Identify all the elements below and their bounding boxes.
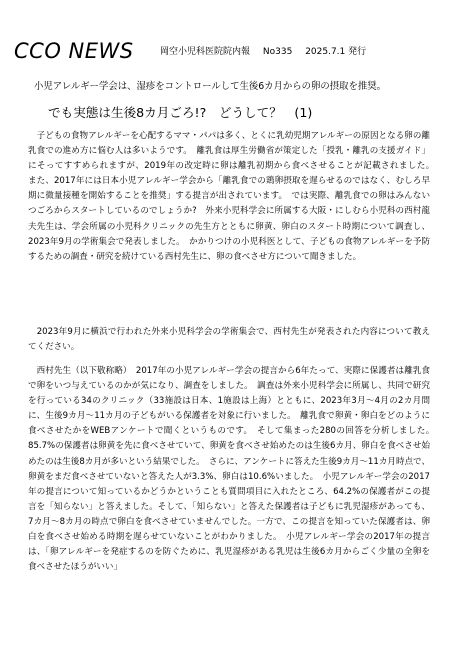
newsletter-logo: CCO NEWS: [14, 39, 134, 63]
masthead-info: [160, 45, 376, 59]
paragraph-answer: 西村先生（以下敬称略） 2017年の小児アレルギー学会の提言から6年たって、実際に保護者は離乳食で卵をいつ与えているのかが気になり、調査をしました。 調査は外来小児科学会に所属し、共同で研究を行っている34のクリニック（33施設は日本、1施設は上海）とともに、2023年3月～4月の2カ月間に、生後9カ月～11カ月の子どもがいる保護者を対象に行いました。 離乳食で卵黄・卵白をどのように食べさせたかをWEBアンケートで聞くというものです。 そして集まった280の回答を分析しました。 85.7%の保護者は卵黄を先に食べさせていて、卵黄を食べさせ始めたのは生後6カ月、卵白を食べさせ始めたのは生後8カ月が多いという結果でした。 さらに、アンケートに答えた生後9カ月～11カ月時点で、卵黄をまだ食べさせていないと答えた人が3.3%、卵白は10.6%いました。 小児アレルギー学会の2017年の提言について知っているかどうかということも質問項目に入れたところ、64.2%の保護者がこの提言を「知らない」と答えました。そして、「知らない」と答えた保護者は子どもに乳児湿疹があっても、7カ月～8カ月の時点で卵白を食べさせていませんでした。一方で、この提言を知っていた保護者は、卵白を食べさせ始める時期を遅らせていないことがわかりました。 小児アレルギー学会の2017年の提言は、「卵アレルギーを発症するのを防ぐために、乳児湿疹がある乳児は生後6カ月からごく少量の全卵を食べさせたほうがいい」: [28, 366, 439, 573]
masthead: [14, 38, 446, 68]
article-question: [28, 325, 430, 355]
article-answer: [28, 364, 439, 575]
article-body: [28, 129, 439, 265]
lead-line: 小児アレルギー学会は、湿疹をコントロールして生後6カ月からの卵の摂取を推奨。: [34, 81, 387, 92]
publisher-name: 岡空小児科医院院内報: [160, 47, 251, 57]
article-headline: でも実態は生後8カ月ごろ!? どうして？ (1): [48, 105, 313, 120]
issue-date: 2025.7.1 発行: [305, 47, 367, 57]
issue-number: No335: [262, 47, 293, 57]
paragraph-question: 2023年9月に横浜で行われた外来小児科学会の学術集会で、西村先生が発表された内容について教えてください。: [28, 327, 430, 353]
paragraph-intro: 子どもの食物アレルギーを心配するママ・パパは多く、とくに乳幼児期アレルギーの原因となる卵の離乳食での進め方に悩む人は多いようです。 離乳食は厚生労働省が策定した「授乳・離乳の支援ガイド」にそってすすめられますが、2019年の改定時に卵は離乳初期から食べさせることが記載されました。 また、2017年には日本小児アレルギー学会から「離乳食での鶏卵摂取を遅らせるのではなく、むしろ早期に微量接種を開始することを推奨」する提言が出されています。 では実際、離乳食での卵はみんないつごろからスタートしているのでしょうか? 外来小児科学会に所属する大阪・にしむら小児科の西村龍夫先生は、学会所属の小児科クリニックの先生方とともに卵黄、卵白のスタート時期について調査し、2023年9月の学術集会で発表しました。 かかりつけの小児科医として、子どもの食物アレルギーを予防するための調査・研究を続けている西村先生に、卵の食べさせ方について聞きました。: [28, 131, 439, 262]
